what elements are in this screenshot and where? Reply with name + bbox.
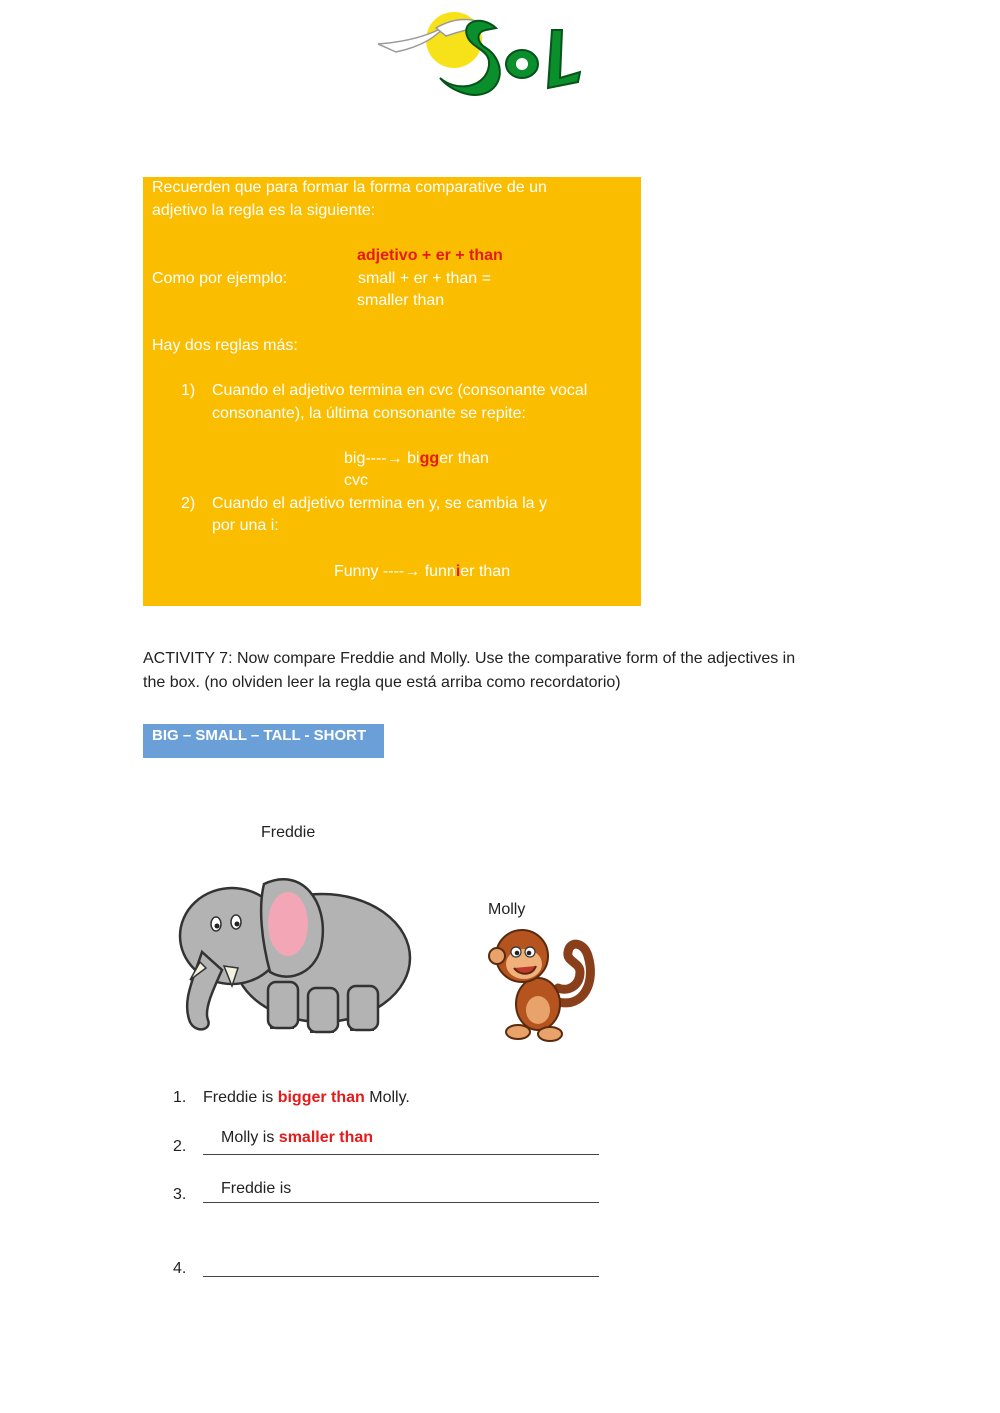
rule1-line2: consonante), la última consonante se repite: xyxy=(212,405,526,422)
exercise-1-post: Molly. xyxy=(369,1089,410,1106)
rule1-example-pre: bi xyxy=(407,450,420,467)
exercise-2-number: 2. xyxy=(173,1138,187,1155)
exercise-1-number: 1. xyxy=(173,1089,187,1106)
activity-line2: the box. (no olviden leer la regla que está arriba como recordatorio) xyxy=(143,674,621,691)
example-line1: small + er + than = xyxy=(358,270,491,287)
rule2-example xyxy=(334,561,510,583)
adjectives-box xyxy=(143,724,384,758)
arrow-right-icon: → xyxy=(386,450,403,467)
elephant-icon xyxy=(172,862,416,1042)
example-label: Como por ejemplo: xyxy=(152,270,288,287)
exercise-3-answer-line xyxy=(203,1202,599,1203)
exercise-4-answer-line[interactable] xyxy=(203,1276,599,1277)
rule1-example-highlight: gg xyxy=(419,450,440,467)
arrow-right-icon: → xyxy=(404,563,421,580)
exercise-2-answer[interactable] xyxy=(221,1129,373,1147)
rule1-example-base: big---- xyxy=(344,450,387,467)
activity-line1: ACTIVITY 7: Now compare Freddie and Molly. Use the comparative form of the adjectives in xyxy=(143,650,796,667)
sun-bird-logo-icon xyxy=(376,6,586,102)
rule2-example-post: er than xyxy=(460,563,511,580)
rule1-cvc: cvc xyxy=(344,472,368,489)
example-line2: smaller than xyxy=(357,292,445,309)
exercise-3-answer[interactable] xyxy=(221,1180,291,1198)
rule1-example xyxy=(344,448,489,470)
rule-intro-line2: adjetivo la regla es la siguiente: xyxy=(152,202,376,219)
monkey-icon xyxy=(488,922,602,1044)
rule-formula: adjetivo + er + than xyxy=(357,247,503,264)
grammar-rule-box xyxy=(143,177,641,606)
rule1-example-post: er than xyxy=(439,450,489,467)
rule-intro-line1: Recuerden que para formar la forma comparative de un xyxy=(152,179,547,196)
exercise-1-sentence xyxy=(203,1089,410,1107)
more-rules-heading: Hay dos reglas más: xyxy=(152,337,298,354)
exercise-3-pre: Freddie is xyxy=(221,1180,292,1197)
exercise-3-number: 3. xyxy=(173,1186,187,1203)
rule2-line2: por una i: xyxy=(212,517,279,534)
rule2-example-base: Funny ---- xyxy=(334,563,405,580)
exercise-1-pre: Freddie is xyxy=(203,1089,274,1106)
rule2-line1: Cuando el adjetivo termina en y, se cambia la y xyxy=(212,495,547,512)
rule2-number: 2) xyxy=(181,495,196,512)
exercise-2-answer-line xyxy=(203,1154,599,1155)
exercise-1-highlight: bigger than xyxy=(277,1089,365,1106)
rule2-example-pre: funn xyxy=(424,563,456,580)
rule2-example-highlight: i xyxy=(455,563,461,580)
exercise-4-number: 4. xyxy=(173,1260,187,1277)
freddie-label: Freddie xyxy=(261,824,316,841)
rule1-line1: Cuando el adjetivo termina en cvc (consonante vocal xyxy=(212,382,588,399)
exercise-2-highlight: smaller than xyxy=(278,1129,374,1146)
molly-label: Molly xyxy=(488,901,526,918)
exercise-2-pre: Molly is xyxy=(221,1129,275,1146)
rule1-number: 1) xyxy=(181,382,196,399)
adjectives-list: BIG – SMALL – TALL - SHORT xyxy=(152,727,367,744)
